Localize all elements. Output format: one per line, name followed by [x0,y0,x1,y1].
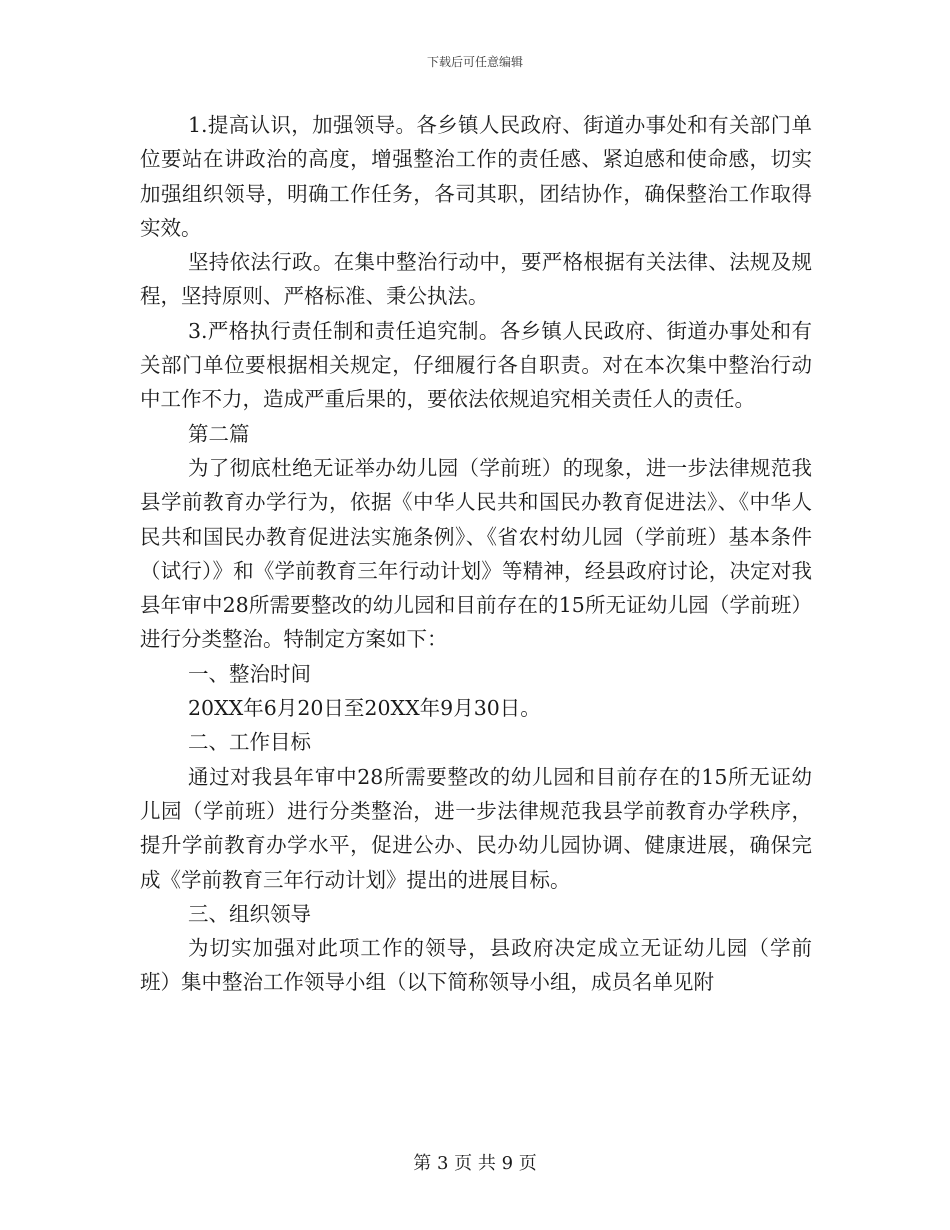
document-body [140,108,812,1000]
section-heading: 三、组织领导 [188,901,311,926]
paragraph: 1.提高认识，加强领导。各乡镇人民政府、街道办事处和有关部门单位要站在讲政治的高度，增强整治工作的责任感、紧迫感和使命感，切实加强组织领导，明确工作任务，各司其职，团结协作，确保整治工作取得实效。 [140,113,812,240]
paragraph: 坚持依法行政。在集中整治行动中，要严格根据有关法律、法规及规程，坚持原则、严格标准、秉公执法。 [140,250,812,309]
section-heading: 一、整治时间 [188,661,311,686]
paragraph: 为了彻底杜绝无证举办幼儿园（学前班）的现象，进一步法律规范我县学前教育办学行为，依据《中华人民共和国民办教育促进法》、《中华人民共和国民办教育促进法实施条例》、《省农村幼儿园（学前班）基本条件（试行）》和《学前教育三年行动计划》等精神，经县政府讨论，决定对我县年审中28所需要整改的幼儿园和目前存在的15所无证幼儿园（学前班）进行分类整治。特制定方案如下： [140,455,812,652]
paragraph: 通过对我县年审中28所需要整改的幼儿园和目前存在的15所无证幼儿园（学前班）进行分类整治，进一步法律规范我县学前教育办学秩序，提升学前教育办学水平，促进公办、民办幼儿园协调、健康进展，确保完成《学前教育三年行动计划》提出的进展目标。 [140,764,812,892]
paragraph: 为切实加强对此项工作的领导，县政府决定成立无证幼儿园（学前班）集中整治工作领导小组（以下简称领导小组，成员名单见附 [140,936,812,995]
page-number: 第 3 页 共 9 页 [413,1153,537,1174]
page-header: 下载后可任意编辑 [426,55,523,69]
paragraph: 3.严格执行责任制和责任追究制。各乡镇人民政府、街道办事处和有关部门单位要根据相关规定，仔细履行各自职责。对在本次集中整治行动中工作不力，造成严重后果的，要依法依规追究相关责任人的责任。 [140,318,812,412]
section-heading: 二、工作目标 [188,730,311,755]
paragraph: 20XX年6月20日至20XX年9月30日。 [188,696,541,721]
section-title: 第二篇 [188,421,250,446]
